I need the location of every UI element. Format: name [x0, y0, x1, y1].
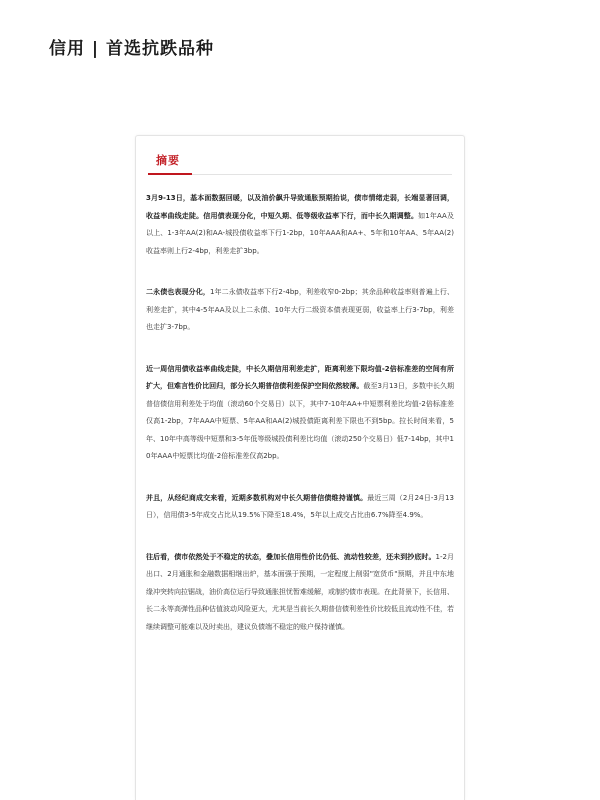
paragraph-text: 截至3月13日，多数中长久期普信债信用利差处于均值（滚动60个交易日）以下，其中7-10年AA+中短票利差比均值-2倍标准差仅高1-2bp，7年AAA中短票、5年AA和AA(2)城投债距离利差下限也不到5bp。拉长时间来看，5年、10年中高等级中短票和3-5年低等级城投债利差比均值（滚动250个交易日）低7-14bp，其中10年AAA中短票比均值-2倍标准差仅高2bp。 — [146, 382, 454, 460]
summary-paragraph-1 — [146, 190, 454, 260]
paragraph-text: 1-2月出口、2月通胀和金融数据相继出炉，基本面强于预期，一定程度上削弱"宽货币"预期，并且中东地缘冲突转向拉锯战，油价高位运行导致通胀担忧暂难缓解，或制约债市表现。在此背景下，长信用、长二永等高弹性品种估值波动风险更大，尤其是当前长久期普信债利差性价比较低且流动性不佳，若继续调整可能难以及时卖出，建议负债端不稳定的账户保持谨慎。 — [146, 552, 454, 631]
summary-paragraph-4 — [146, 490, 454, 525]
paragraph-text: 1年二永债收益率下行2-4bp，利差收窄0-2bp；其余品种收益率则普遍上行、利差走扩，其中4-5年AA及以上二永债、10年大行二级资本债表现更弱，收益率上行3-7bp，利差也走扩3-7bp。 — [146, 288, 455, 331]
summary-body — [146, 190, 454, 660]
page-title: 信用 | 首选抗跌品种 — [49, 39, 215, 59]
summary-paragraph-3 — [146, 361, 454, 466]
heading-underline — [148, 173, 192, 175]
paragraph-lead: 并且，从经纪商成交来看，近期多数机构对中长久期普信债维持谨慎。 — [146, 493, 368, 502]
paragraph-lead: 二永债也表现分化， — [146, 288, 210, 296]
summary-card-header — [148, 148, 452, 175]
summary-paragraph-2 — [146, 284, 454, 337]
paragraph-lead: 近一周信用债收益率曲线走陡，中长久期信用利差走扩，距离利差下限均值-2倍标准差的空间有所扩大，但难言性价比回归，部分长久期普信债利差保护空间依然较薄。 — [146, 364, 454, 390]
paragraph-lead: 往后看，债市依然处于不稳定的状态，叠加长信用性价比仍低、流动性较差，还未到抄底时。 — [146, 552, 436, 561]
paragraph-text: 最近三周（2月24日-3月13日），信用债3-5年成交占比从19.5%下降至18.4%，5年以上成交占比由6.7%降至4.9%。 — [146, 493, 455, 519]
paragraph-text: 如1年AA及以上、1-3年AA(2)和AA-城投债收益率下行1-2bp，10年AAA和AA+、5年和10年AA、5年AA(2)收益率则上行2-4bp，利差走扩3bp。 — [146, 211, 454, 255]
summary-paragraph-5 — [146, 549, 454, 637]
summary-heading: 摘要 — [156, 154, 180, 167]
paragraph-lead: 3月9-13日，基本面数据回暖，以及油价飙升导致通胀预期抬说，债市情绪走弱，长端显著回调，收益率曲线走陡。信用债表现分化，中短久期、低等级收益率下行，而中长久期调整。 — [146, 194, 454, 220]
summary-card — [135, 135, 465, 800]
